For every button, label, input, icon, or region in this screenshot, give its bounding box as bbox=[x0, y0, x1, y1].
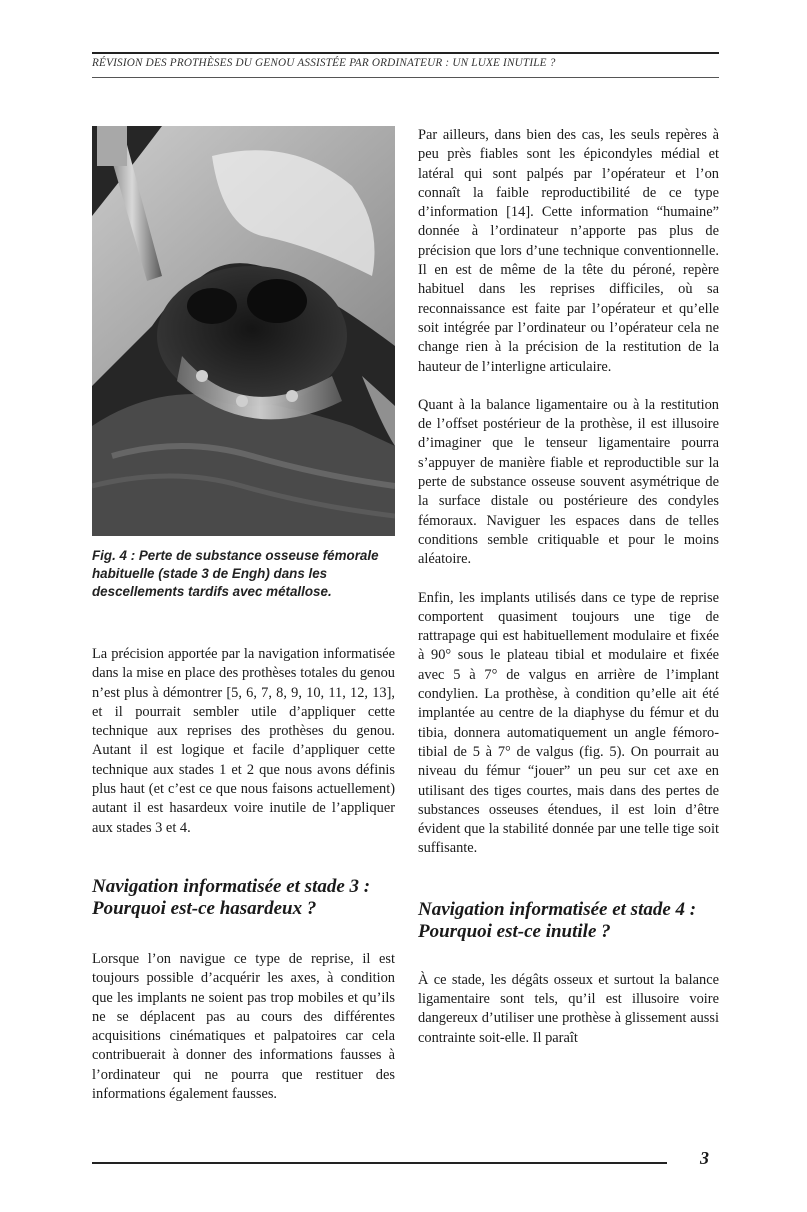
figure-photo bbox=[92, 126, 395, 536]
header-rule-bottom bbox=[92, 77, 719, 78]
body-paragraph: Par ailleurs, dans bien des cas, les seuls repères à peu près fiables sont les épicondyles médial et latéral qui sont palpés par l’opérateur et l’on connaît la faible reproductibilité de ce type d’information [14]. Cette information “humaine” donnée à l’ordinateur n’apporte pas plus de précision que lors d’une technique conventionnelle. Il en est de même de la tête du péroné, repère habituel dans les reprises difficiles, où sa reconnaissance est faite par l’opérateur et qu’elle soit intégrée par l’ordinateur ou l’opérateur cela ne change rien à la précision de la restitution de la hauteur de l’interligne articulaire. bbox=[418, 127, 719, 375]
left-column bbox=[92, 126, 395, 1104]
body-paragraph: Quant à la balance ligamentaire ou à la restitution de l’offset postérieur de la prothèse, il est illusoire d’imaginer que le tenseur ligamentaire pourra s’appuyer de manière fiable et reproductible sur la perte de substance osseuse souvent asymétrique de la surface distale ou postérieure des condyles fémoraux. Naviguer les espaces dans de telles conditions semble critiquable et pour le moins aléatoire. bbox=[418, 396, 719, 568]
page-number: 3 bbox=[700, 1148, 709, 1168]
figure-caption: Fig. 4 : Perte de substance osseuse fémorale habituelle (stade 3 de Engh) dans les descellements tardifs avec métallose. bbox=[92, 548, 379, 599]
header-rule-top bbox=[92, 52, 719, 54]
running-header: RÉVISION DES PROTHÈSES DU GENOU ASSISTÉE PAR ORDINATEUR : UN LUXE INUTILE ? bbox=[92, 57, 556, 69]
body-paragraph: Lorsque l’on navigue ce type de reprise, il est toujours possible d’acquérir les axes, à condition que les implants ne soient pas trop mobiles et qu’ils ne se déplacent pas au cours des différentes acquisitions cinématiques et palpatoires car cela contribuerait à donner des informations fausses à l’ordinateur qui ne pourra que restituer des informations également fausses. bbox=[92, 950, 395, 1103]
body-paragraph: Enfin, les implants utilisés dans ce type de reprise comportent quasiment toujours une tige de rattrapage qui est habituellement modulaire et fixée à 90° sous le plateau tibial et modulaire et fixée avec 5 à 7° de valgus en arrière de l’implant condylien. La prothèse, à condition qu’elle ait été implantée au centre de la diaphyse du fémur et du tibia, donnera automatiquement un angle fémoro-tibial de 5 à 7° de valgus (fig. 5). On pourrait au niveau du fémur “jouer” un peu sur cet axe en utilisant des tiges courtes, mais dans des pertes de substances osseuses étendues, il est loin d’être évident que la stabilité donnée par une telle tige soit suffisante. bbox=[418, 589, 719, 857]
right-column bbox=[418, 126, 719, 1048]
body-paragraph: À ce stade, les dégâts osseux et surtout la balance ligamentaire sont tels, qu’il est illusoire voire dangereux d’utiliser une prothèse à glissement aussi contrainte soit-elle. Il paraît bbox=[418, 971, 719, 1046]
section-heading-stage-3: Navigation informatisée et stade 3 : Pourquoi est-ce hasardeux ? bbox=[92, 875, 371, 919]
body-paragraph: La précision apportée par la navigation informatisée dans la mise en place des prothèses totales du genou n’est plus à démontrer [5, 6, 7, 8, 9, 10, 11, 12, 13], et il pourrait sembler utile d’appliquer cette technique aux reprises des prothèses du genou. Autant il est logique et facile d’appliquer cette technique aux stades 1 et 2 que nous avons définis plus haut (et c’est ce que nous faisons actuellement) autant il est hasardeux voire inutile de l’appliquer aux stades 3 et 4. bbox=[92, 646, 395, 836]
surgical-photo-image bbox=[92, 126, 395, 536]
section-heading-stage-4: Navigation informatisée et stade 4 : Pourquoi est-ce inutile ? bbox=[418, 898, 697, 942]
footer-rule bbox=[92, 1162, 667, 1164]
